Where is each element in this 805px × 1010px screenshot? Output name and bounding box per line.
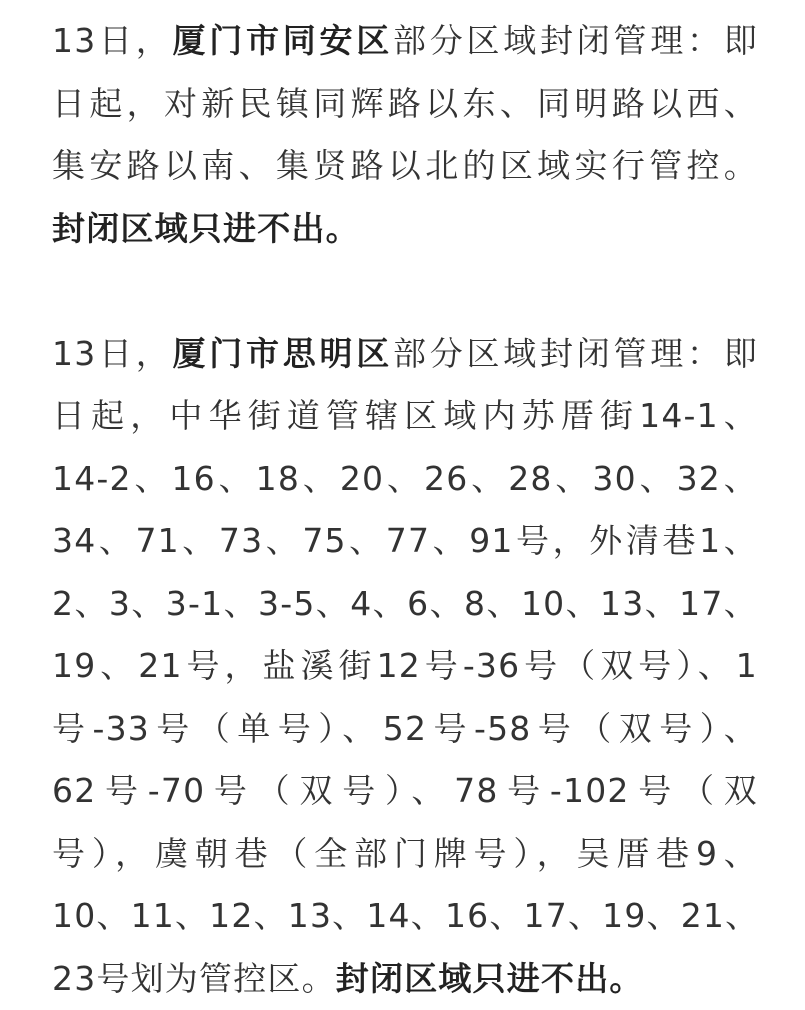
text-segment: 2、3、3-1、3-5、4、6、8、10、13、17、 xyxy=(52,584,758,623)
text-segment: 号），虞朝巷（全部门牌号），吴厝巷9、 xyxy=(52,834,758,873)
text-line xyxy=(52,885,758,948)
text-segment: 部分区域封闭管理：即 xyxy=(393,21,758,60)
paragraph xyxy=(52,10,758,260)
text-line xyxy=(52,385,758,448)
text-line xyxy=(52,635,758,698)
text-line xyxy=(52,698,758,761)
text-segment: 日起，对新民镇同辉路以东、同明路以西、 xyxy=(52,84,758,123)
text-segment: 10、11、12、13、14、16、17、19、21、 xyxy=(52,896,759,935)
text-segment: 号-33号（单号）、52号-58号（双号）、 xyxy=(52,709,758,748)
text-line xyxy=(52,948,758,1010)
text-segment: 14-2、16、18、20、26、28、30、32、 xyxy=(52,459,758,498)
text-segment: 23号划为管控区。 xyxy=(52,959,336,998)
text-line xyxy=(52,73,758,136)
text-segment: 集安路以南、集贤路以北的区域实行管控。 xyxy=(52,146,758,185)
text-line xyxy=(52,573,758,636)
paragraph-gap xyxy=(52,260,758,323)
article-body xyxy=(52,10,758,1010)
text-line xyxy=(52,510,758,573)
text-segment: 62号-70号（双号）、78号-102号（双 xyxy=(52,771,758,810)
text-line xyxy=(52,760,758,823)
text-segment: 13日， xyxy=(52,334,172,373)
text-segment: 13日， xyxy=(52,21,172,60)
text-segment: 34、71、73、75、77、91号，外清巷1、 xyxy=(52,521,758,560)
text-line xyxy=(52,10,758,73)
bold-text-segment: 厦门市同安区 xyxy=(172,21,393,60)
bold-text-segment: 封闭区域只进不出。 xyxy=(52,209,360,248)
text-line xyxy=(52,448,758,511)
bold-text-segment: 厦门市思明区 xyxy=(172,334,393,373)
paragraph xyxy=(52,323,758,1010)
bold-text-segment: 封闭区域只进不出。 xyxy=(336,959,644,998)
text-line xyxy=(52,823,758,886)
text-line xyxy=(52,135,758,198)
text-line xyxy=(52,198,758,261)
text-segment: 日起，中华街道管辖区域内苏厝街14-1、 xyxy=(52,396,758,435)
text-segment: 部分区域封闭管理：即 xyxy=(393,334,758,373)
text-segment: 19、21号，盐溪街12号-36号（双号）、1 xyxy=(52,646,758,685)
text-line xyxy=(52,323,758,386)
